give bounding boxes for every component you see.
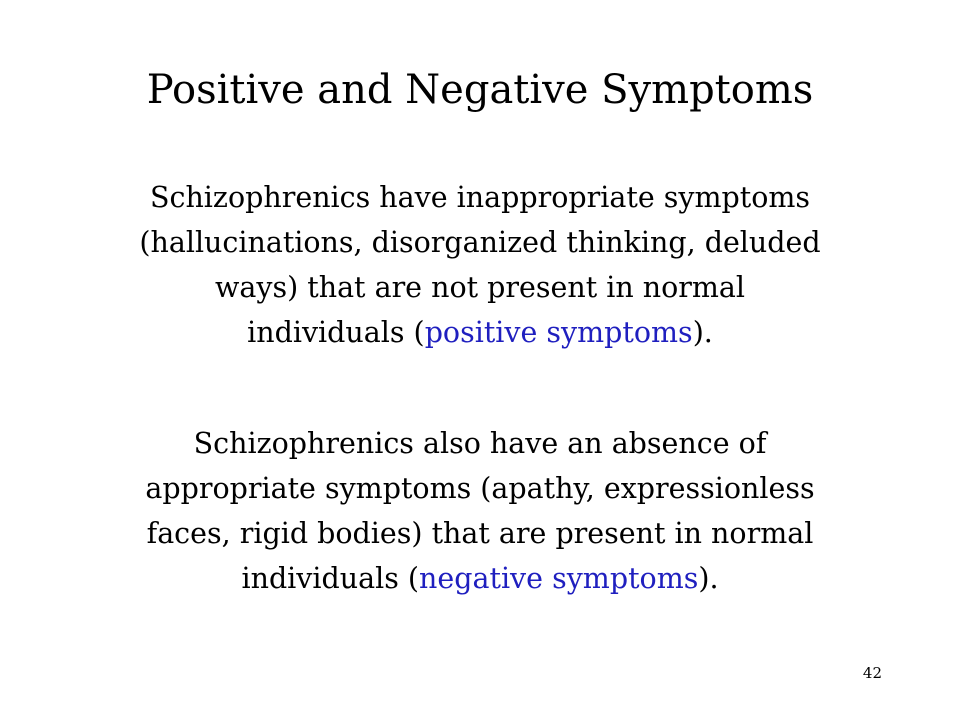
paragraph-line-start: individuals ( xyxy=(241,562,420,595)
positive-symptoms-paragraph xyxy=(60,175,900,355)
paragraph-line-end: ). xyxy=(698,562,719,595)
paragraph-line-end: ). xyxy=(692,316,713,349)
paragraph-line: faces, rigid bodies) that are present in normal xyxy=(146,517,814,550)
paragraph-line-start: individuals ( xyxy=(247,316,425,349)
paragraph-line: Schizophrenics also have an absence of xyxy=(193,427,767,460)
paragraph-line: Schizophrenics have inappropriate symptoms xyxy=(149,181,811,214)
negative-symptoms-term: negative symptoms xyxy=(419,562,699,595)
page-number: 42 xyxy=(862,664,882,682)
paragraph-line: appropriate symptoms (apathy, expressionless xyxy=(145,472,815,505)
paragraph-line: ways) that are not present in normal xyxy=(214,271,746,304)
negative-symptoms-paragraph xyxy=(60,421,900,601)
positive-symptoms-term: positive symptoms xyxy=(424,316,693,349)
paragraph-line: (hallucinations, disorganized thinking, deluded xyxy=(139,226,821,259)
slide-title: Positive and Negative Symptoms xyxy=(146,67,814,113)
